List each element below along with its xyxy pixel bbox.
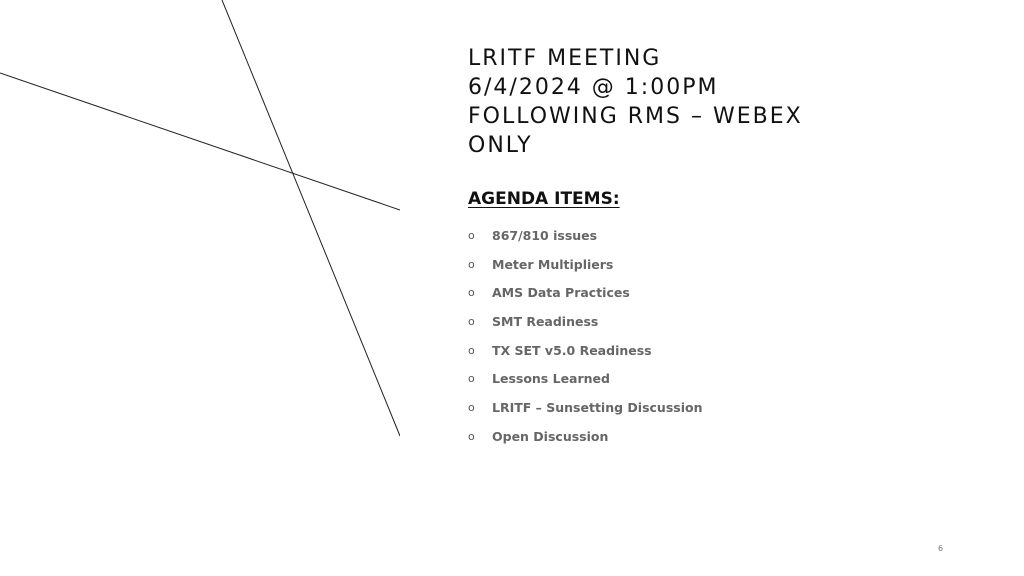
agenda-list [468, 221, 702, 451]
agenda-item [468, 422, 702, 451]
bullet-icon: o [468, 314, 475, 328]
agenda-heading: AGENDA ITEMS: [468, 189, 620, 209]
slide-title [468, 44, 888, 160]
agenda-item [468, 393, 702, 422]
title-line-2: 6/4/2024 @ 1:00PM [468, 75, 719, 100]
agenda-item [468, 250, 702, 279]
agenda-item [468, 307, 702, 336]
agenda-item [468, 364, 702, 393]
bullet-icon: o [468, 228, 475, 242]
agenda-item-label: Meter Multipliers [492, 256, 614, 272]
agenda-item-label: Open Discussion [492, 428, 609, 444]
bullet-icon: o [468, 400, 475, 414]
title-line-1: LRITF MEETING [468, 46, 662, 71]
title-line-3: FOLLOWING RMS – WEBEX [468, 104, 803, 129]
agenda-item-label: 867/810 issues [492, 227, 598, 243]
decorative-line-shallow [0, 73, 400, 210]
agenda-item [468, 336, 702, 365]
agenda-item [468, 221, 702, 250]
title-line-4: ONLY [468, 133, 533, 158]
bullet-icon: o [468, 343, 475, 357]
decorative-crossed-lines [0, 0, 400, 440]
agenda-item-label: LRITF – Sunsetting Discussion [492, 399, 703, 415]
decorative-line-diagonal [222, 0, 400, 436]
bullet-icon: o [468, 372, 475, 386]
page-number: 6 [938, 544, 944, 553]
bullet-icon: o [468, 429, 475, 443]
bullet-icon: o [468, 286, 475, 300]
agenda-item-label: TX SET v5.0 Readiness [492, 342, 652, 358]
agenda-item [468, 278, 702, 307]
agenda-item-label: Lessons Learned [492, 371, 610, 387]
bullet-icon: o [468, 257, 475, 271]
agenda-item-label: SMT Readiness [492, 313, 599, 329]
agenda-item-label: AMS Data Practices [492, 285, 630, 301]
